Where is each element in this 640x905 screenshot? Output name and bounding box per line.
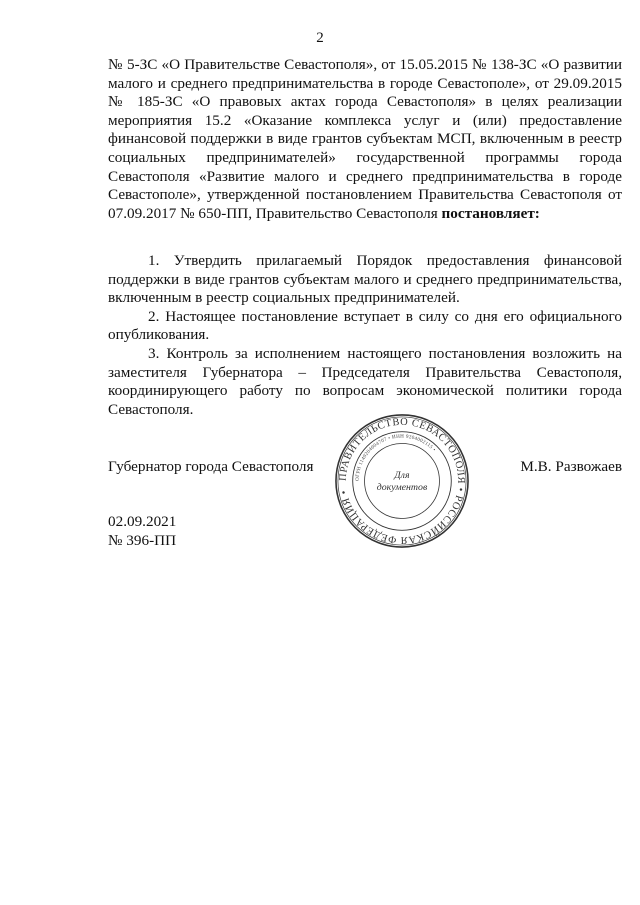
document-details: [108, 512, 176, 550]
resolution-item-3: 3. Контроль за исполнением настоящего постановления возложить на заместителя Губернатора – Председателя Правительства Севастополя, координирующего работу по вопросам экономической политики города Севастополя.: [108, 344, 622, 418]
seal-center-line2: документов: [376, 481, 428, 493]
signatory-name: М.В. Развожаев: [520, 458, 622, 475]
preamble-text: № 5-ЗС «О Правительстве Севастополя», от 15.05.2015 № 138-ЗС «О развитии малого и среднего предпринимательства в городе Севастополе», от 29.09.2015 № 185-ЗС «О правовых актах города Севастополя» в целях реализации мероприятия 15.2 «Оказание комплекса услуг и (или) предоставление финансовой поддержки в виде грантов субъектам МСП, включенным в реестр социальных предпринимателей» государственной программы города Севастополя «Развитие малого и среднего предпринимательства в городе Севастополе», утвержденной постановлением Правительства Севастополя от 07.09.2017 № 650-ПП, Правительство Севастополя: [108, 56, 622, 222]
document-number: № 396-ПП: [108, 532, 177, 549]
official-seal: [333, 412, 471, 550]
resolution-item-1: 1. Утвердить прилагаемый Порядок предоставления финансовой поддержки в виде грантов субъектам малого и среднего предпринимательства, включенным в реестр социальных предпринимателей.: [108, 252, 622, 307]
page-number: 2: [316, 30, 324, 46]
resolution-items: [108, 252, 622, 419]
signatory-title: Губернатор города Севастополя: [108, 458, 314, 475]
seal-center-line1: Для: [394, 470, 410, 482]
seal-outer-text: ПРАВИТЕЛЬСТВО СЕВАСТОПОЛЯ • РОССИЙСКАЯ ФЕДЕРАЦИЯ •: [337, 416, 467, 546]
preamble: [108, 56, 622, 223]
document-date: 02.09.2021: [108, 513, 177, 530]
preamble-emphasis: постановляет:: [441, 204, 540, 222]
preamble-paragraph: [108, 56, 622, 223]
seal-inner-text: ОГРН 1149204004707 • ИНН 9204002115 •: [354, 433, 437, 482]
resolution-item-2: 2. Настоящее постановление вступает в силу со дня его официального опубликования.: [108, 307, 622, 344]
